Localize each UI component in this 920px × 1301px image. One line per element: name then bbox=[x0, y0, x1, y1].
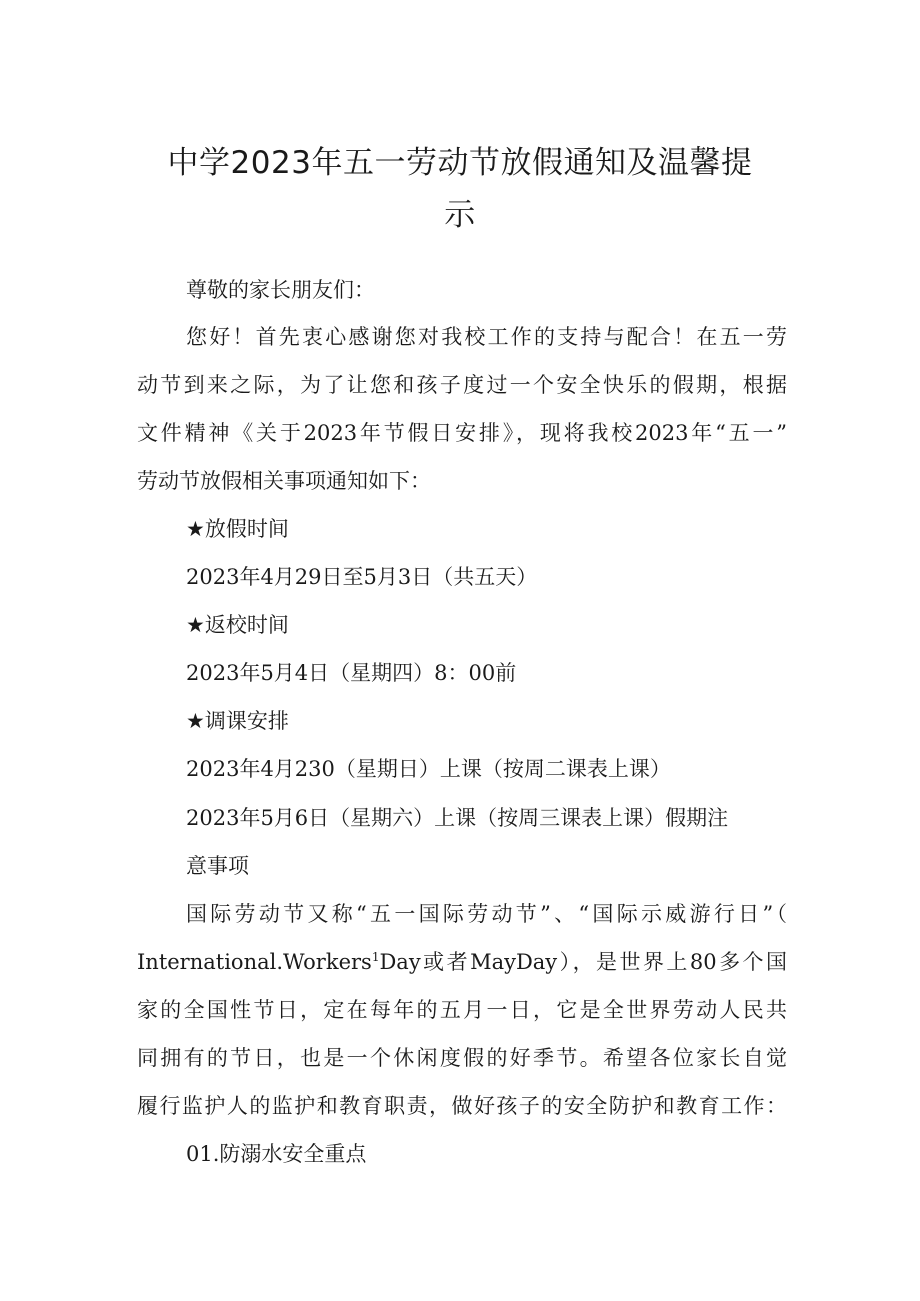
labor-day-line-3: 家的全国性节日，定在每年的五月一日，它是全世界劳动人民共 bbox=[137, 998, 787, 1022]
return-time: 2023年5月4日（星期四）8：00前 bbox=[186, 661, 517, 685]
intro-line-1: 您好！首先衷心感谢您对我校工作的支持与配合！在五一劳 bbox=[186, 325, 787, 349]
holiday-time: 2023年4月29日至5月3日（共五天） bbox=[186, 565, 538, 589]
labor-day-line-2-b: Day或者MayDay），是世界上80多个国 bbox=[379, 950, 787, 974]
star-icon: ★ bbox=[186, 709, 205, 733]
return-heading-text: 返校时间 bbox=[204, 613, 289, 637]
labor-day-line-2-a: International.Workers bbox=[137, 950, 372, 974]
footnote-marker: 1 bbox=[371, 950, 380, 964]
section-01-heading: 01.防溺水安全重点 bbox=[186, 1142, 367, 1166]
makeup-heading-text: 调课安排 bbox=[204, 709, 289, 733]
return-heading bbox=[186, 610, 289, 640]
star-icon: ★ bbox=[186, 517, 205, 541]
labor-day-line-4: 同拥有的节日，也是一个休闲度假的好季节。希望各位家长自觉 bbox=[137, 1046, 787, 1070]
labor-day-line-1: 国际劳动节又称“五一国际劳动节”、“国际示威游行日”（ bbox=[186, 902, 787, 926]
labor-day-line-5: 履行监护人的监护和教育职责，做好孩子的安全防护和教育工作： bbox=[137, 1094, 787, 1118]
intro-line-4: 劳动节放假相关事项通知如下： bbox=[137, 469, 431, 493]
document-title-line-2: 示 bbox=[444, 197, 476, 233]
labor-day-line-2 bbox=[137, 947, 787, 977]
makeup-heading bbox=[186, 706, 289, 736]
intro-line-3: 文件精神《关于2023年节假日安排》，现将我校2023年“五一” bbox=[137, 421, 787, 445]
intro-line-2: 动节到来之际，为了让您和孩子度过一个安全快乐的假期，根据 bbox=[137, 373, 787, 397]
greeting: 尊敬的家长朋友们： bbox=[186, 278, 375, 302]
notes-heading: 意事项 bbox=[186, 854, 249, 878]
document-title-line-1: 中学2023年五一劳动节放假通知及温馨提 bbox=[167, 145, 753, 181]
star-icon: ★ bbox=[186, 613, 205, 637]
holiday-heading bbox=[186, 514, 289, 544]
makeup-line-2: 2023年5月6日（星期六）上课（按周三课表上课）假期注 bbox=[186, 806, 729, 830]
holiday-heading-text: 放假时间 bbox=[204, 517, 289, 541]
makeup-line-1: 2023年4月230（星期日）上课（按周二课表上课） bbox=[186, 757, 671, 781]
